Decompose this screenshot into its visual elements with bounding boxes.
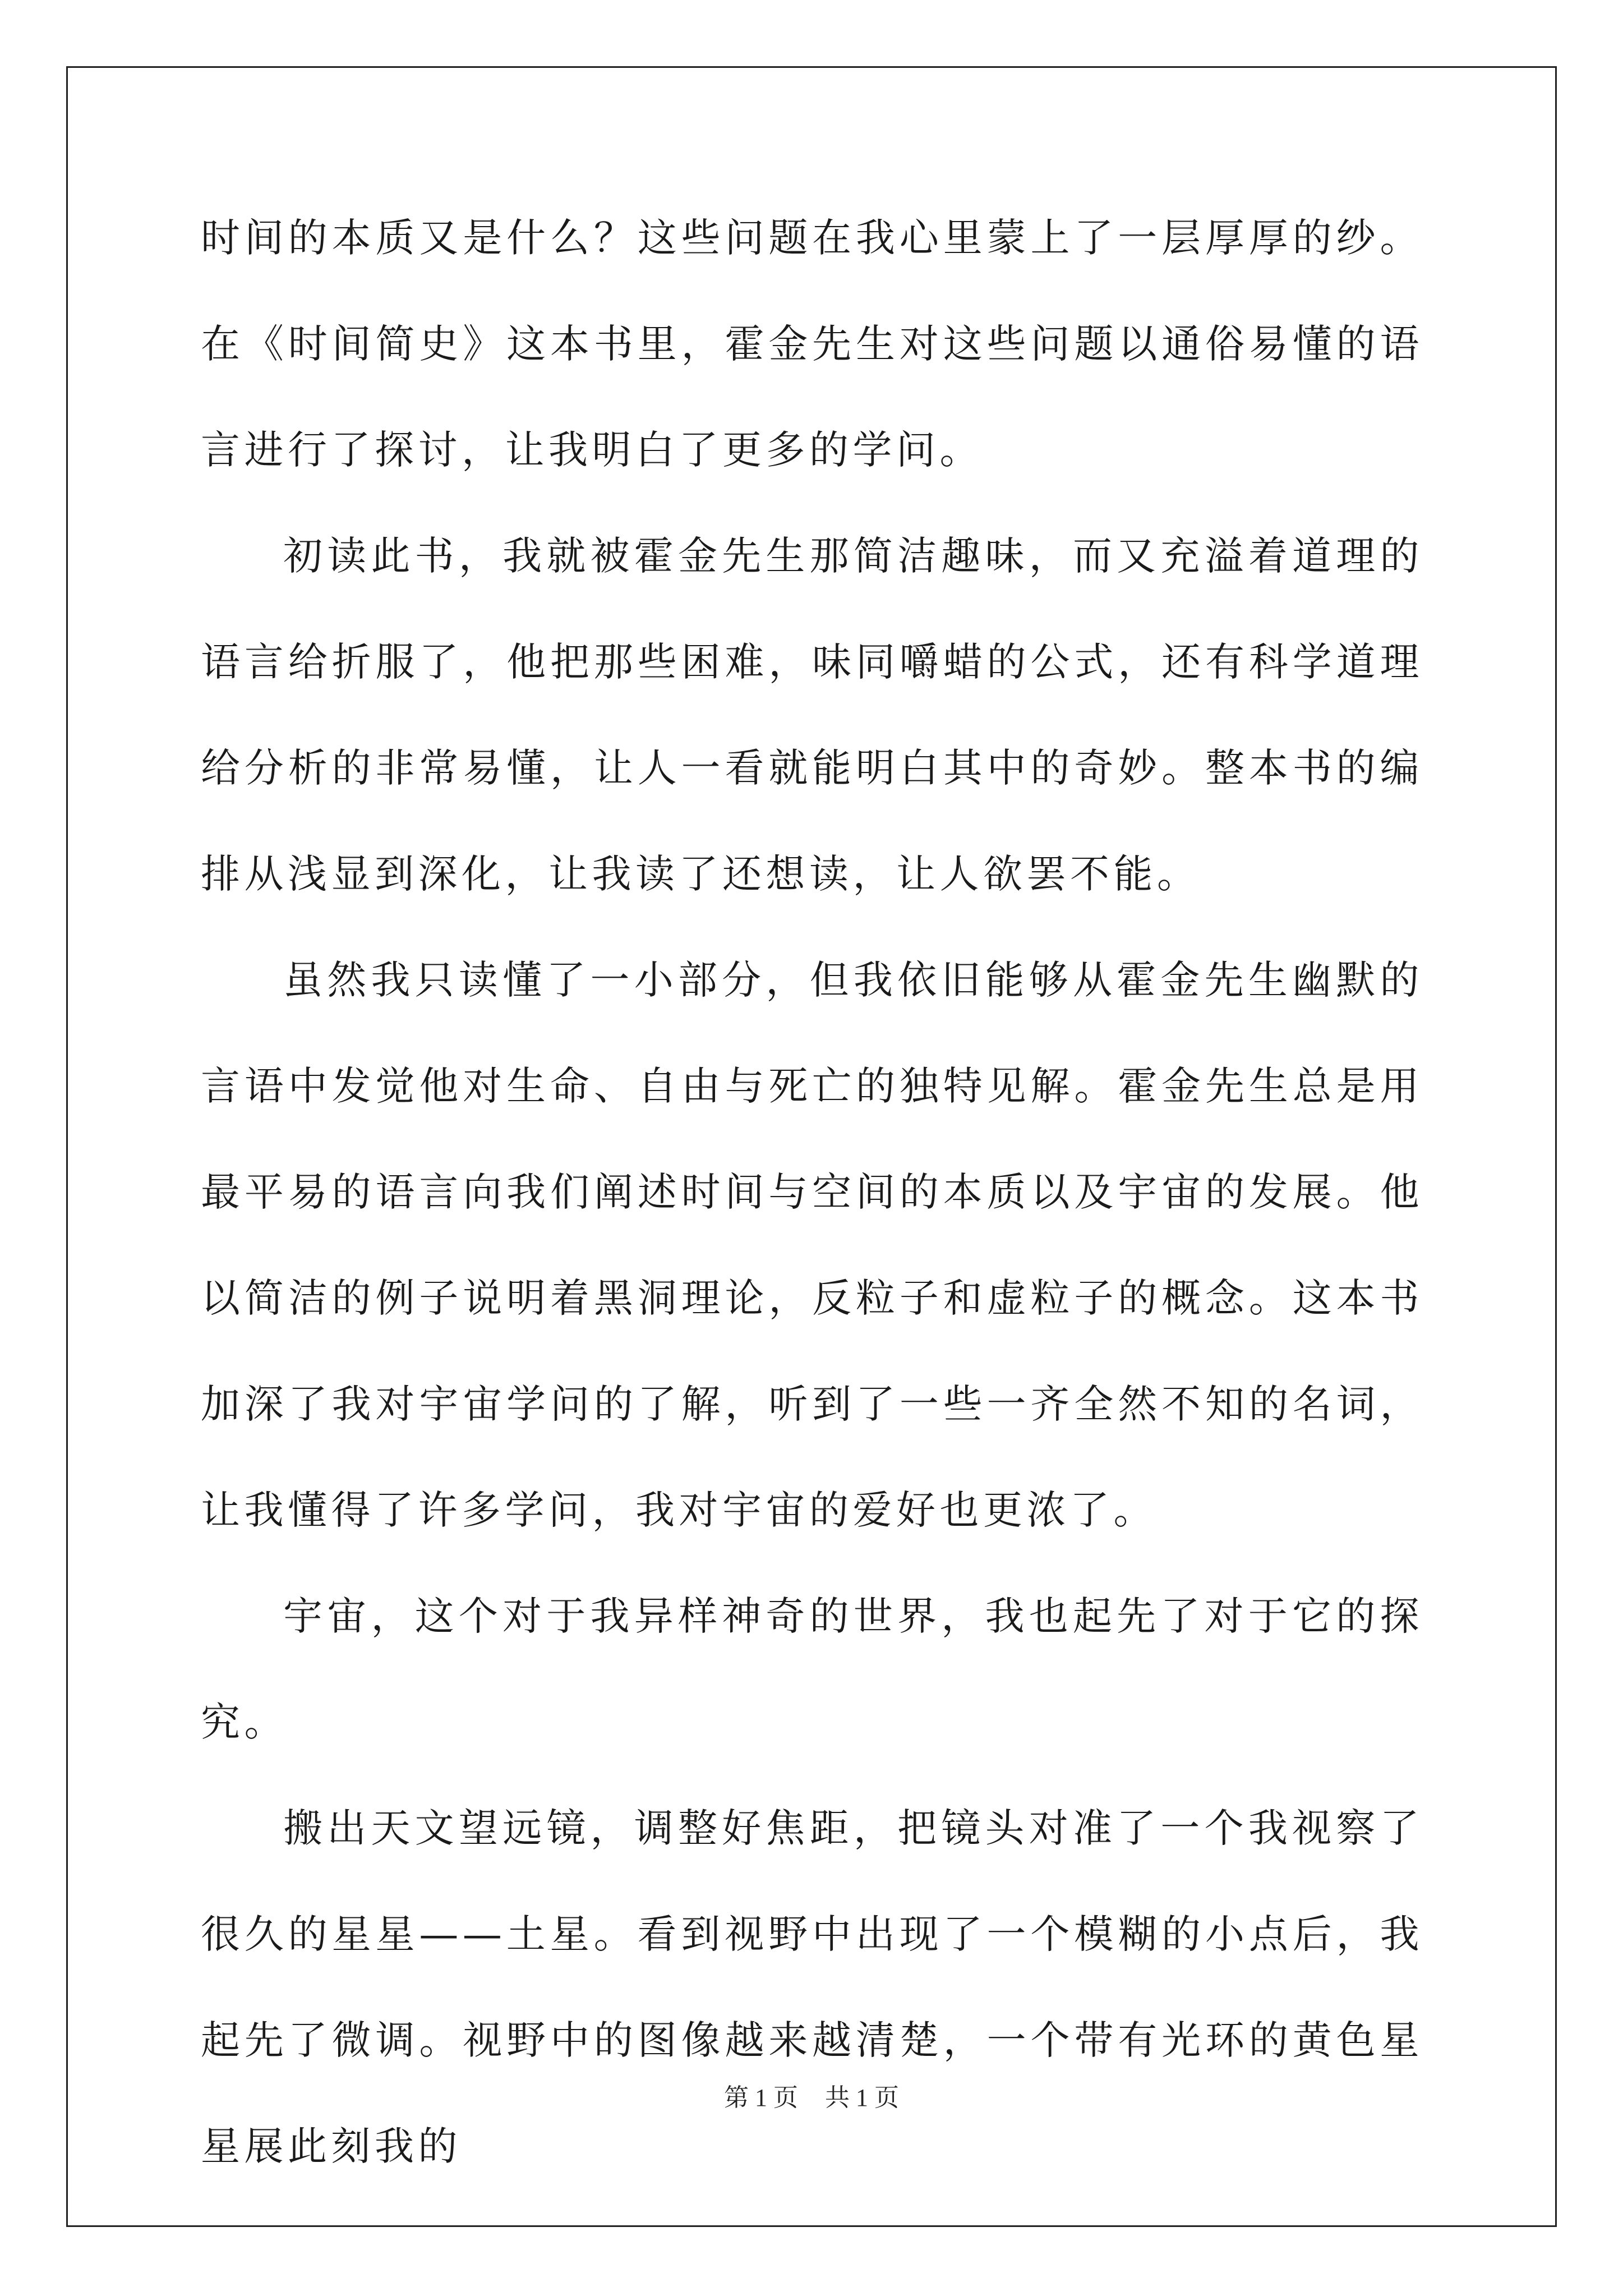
paragraph: 虽然我只读懂了一小部分，但我依旧能够从霍金先生幽默的言语中发觉他对生命、自由与死亡的独特见解。霍金先生总是用最平易的语言向我们阐述时间与空间的本质以及宇宙的发展。他以简洁的例子说明着黑洞理论，反粒子和虚粒子的概念。这本书加深了我对宇宙学问的了解，听到了一些一齐全然不知的名词，让我懂得了许多学问，我对宇宙的爱好也更浓了。 bbox=[201, 957, 1423, 1533]
document-body bbox=[201, 185, 1423, 2200]
paragraph: 宇宙，这个对于我异样神奇的世界，我也起先了对于它的探究。 bbox=[201, 1593, 1423, 1745]
paragraph: 初读此书，我就被霍金先生那简洁趣味，而又充溢着道理的语言给折服了，他把那些困难，味同嚼蜡的公式，还有科学道理给分析的非常易懂，让人一看就能明白其中的奇妙。整本书的编排从浅显到深化，让我读了还想读，让人欲罢不能。 bbox=[201, 533, 1423, 897]
paragraph: 时间的本质又是什么？这些问题在我心里蒙上了一层厚厚的纱。在《时间简史》这本书里，霍金先生对这些问题以通俗易懂的语言进行了探讨，让我明白了更多的学问。 bbox=[201, 215, 1423, 473]
page-number: 第 1 页 bbox=[724, 2084, 798, 2111]
paragraph: 搬出天文望远镜，调整好焦距，把镜头对准了一个我视察了很久的星星——土星。看到视野中出现了一个模糊的小点后，我起先了微调。视野中的图像越来越清楚，一个带有光环的黄色星星展此刻我的 bbox=[201, 1805, 1423, 2169]
page-footer bbox=[0, 2082, 1623, 2114]
total-pages: 共 1 页 bbox=[825, 2084, 899, 2111]
